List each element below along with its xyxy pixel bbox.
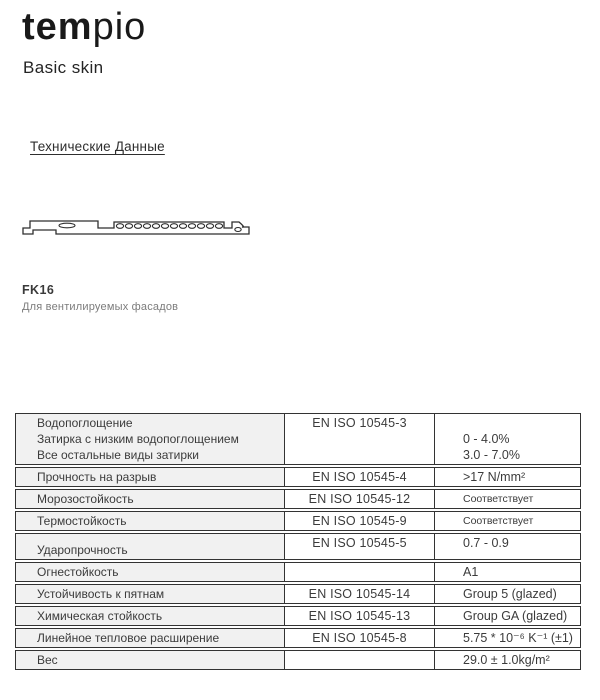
cell-text: Линейное тепловое расширение — [37, 631, 220, 645]
cell-text: Соответствует — [463, 515, 534, 527]
spec-name-cell — [16, 651, 284, 669]
cell-text: EN ISO 10545-14 — [308, 587, 411, 601]
table-row — [15, 628, 581, 648]
cell-text — [463, 415, 576, 431]
spec-name-cell — [16, 512, 284, 530]
cell-text — [289, 564, 430, 580]
product-description: Для вентилируемых фасадов — [22, 301, 179, 313]
table-row — [15, 533, 581, 560]
cell-text: EN ISO 10545-4 — [312, 470, 407, 484]
spec-name-cell — [16, 534, 284, 559]
table-row — [15, 489, 581, 509]
cell-text: 0 - 4.0% — [463, 432, 510, 446]
spec-value-cell — [435, 651, 580, 669]
cell-text: EN ISO 10545-5 — [312, 536, 407, 550]
cell-text: >17 N/mm² — [463, 470, 526, 484]
cell-text: Водопоглощение — [37, 416, 133, 430]
cell-text — [289, 652, 430, 668]
spec-standard-cell — [284, 534, 435, 559]
cell-text: Прочность на разрыв — [37, 470, 157, 484]
cell-text: A1 — [463, 565, 479, 579]
spec-value-cell — [435, 607, 580, 625]
cell-text: Group GA (glazed) — [463, 609, 568, 623]
cell-text: EN ISO 10545-8 — [312, 631, 407, 645]
spec-value-cell — [435, 512, 580, 530]
product-line-subtitle: Basic skin — [23, 58, 104, 77]
spec-table — [15, 413, 581, 672]
cell-text: Термостойкость — [37, 514, 127, 528]
table-row — [15, 606, 581, 626]
cell-text: EN ISO 10545-3 — [312, 416, 407, 430]
brand-logo — [22, 6, 146, 49]
spec-name-cell — [16, 607, 284, 625]
cell-text: Устойчивость к пятнам — [37, 587, 165, 601]
cell-text: Все остальные виды затирки — [37, 448, 200, 462]
table-row — [15, 650, 581, 670]
spec-value-cell — [435, 563, 580, 581]
spec-value-cell — [435, 490, 580, 508]
spec-standard-cell — [284, 468, 435, 486]
spec-name-cell — [16, 629, 284, 647]
panel-cross-section-icon — [20, 214, 252, 244]
table-row — [15, 562, 581, 582]
spec-value-cell — [435, 414, 580, 464]
spec-standard-cell — [284, 585, 435, 603]
spec-value-cell — [435, 629, 580, 647]
cell-text: EN ISO 10545-9 — [312, 514, 407, 528]
technical-data-link[interactable]: Технические Данные — [30, 139, 165, 154]
cell-text: Group 5 (glazed) — [463, 587, 557, 601]
spec-value-cell — [435, 534, 580, 559]
spec-value-cell — [435, 468, 580, 486]
spec-standard-cell — [284, 607, 435, 625]
cell-text: Соответствует — [463, 493, 534, 505]
cell-text: 29.0 ± 1.0kg/m² — [463, 653, 550, 667]
spec-name-cell — [16, 563, 284, 581]
cell-text: Вес — [37, 653, 58, 667]
spec-name-cell — [16, 490, 284, 508]
spec-standard-cell — [284, 651, 435, 669]
spec-standard-cell — [284, 629, 435, 647]
cell-text: Ударопрочность — [37, 543, 128, 557]
spec-value-cell — [435, 585, 580, 603]
spec-standard-cell — [284, 490, 435, 508]
table-row — [15, 413, 581, 465]
table-row — [15, 467, 581, 487]
product-code: FK16 — [22, 283, 55, 297]
table-row — [15, 584, 581, 604]
spec-standard-cell — [284, 512, 435, 530]
cell-text: 5.75 * 10⁻⁶ K⁻¹ (±1) — [463, 631, 573, 645]
cell-text: Затирка с низким водопоглощением — [37, 432, 239, 446]
table-row — [15, 511, 581, 531]
spec-name-cell — [16, 585, 284, 603]
brand-logo-bold: tem — [22, 6, 93, 48]
cell-text: Огнестойкость — [37, 565, 119, 579]
spec-standard-cell — [284, 414, 435, 464]
cell-text: EN ISO 10545-13 — [308, 609, 411, 623]
brand-logo-light: pio — [92, 6, 147, 48]
cell-text: 0.7 - 0.9 — [463, 536, 509, 550]
spec-name-cell — [16, 468, 284, 486]
cell-text: EN ISO 10545-12 — [308, 492, 411, 506]
panel-profile-drawing — [20, 214, 252, 244]
spec-standard-cell — [284, 563, 435, 581]
cell-text: Морозостойкость — [37, 492, 134, 506]
cell-text: Химическая стойкость — [37, 609, 163, 623]
cell-text: 3.0 - 7.0% — [463, 448, 520, 462]
spec-name-cell — [16, 414, 284, 464]
